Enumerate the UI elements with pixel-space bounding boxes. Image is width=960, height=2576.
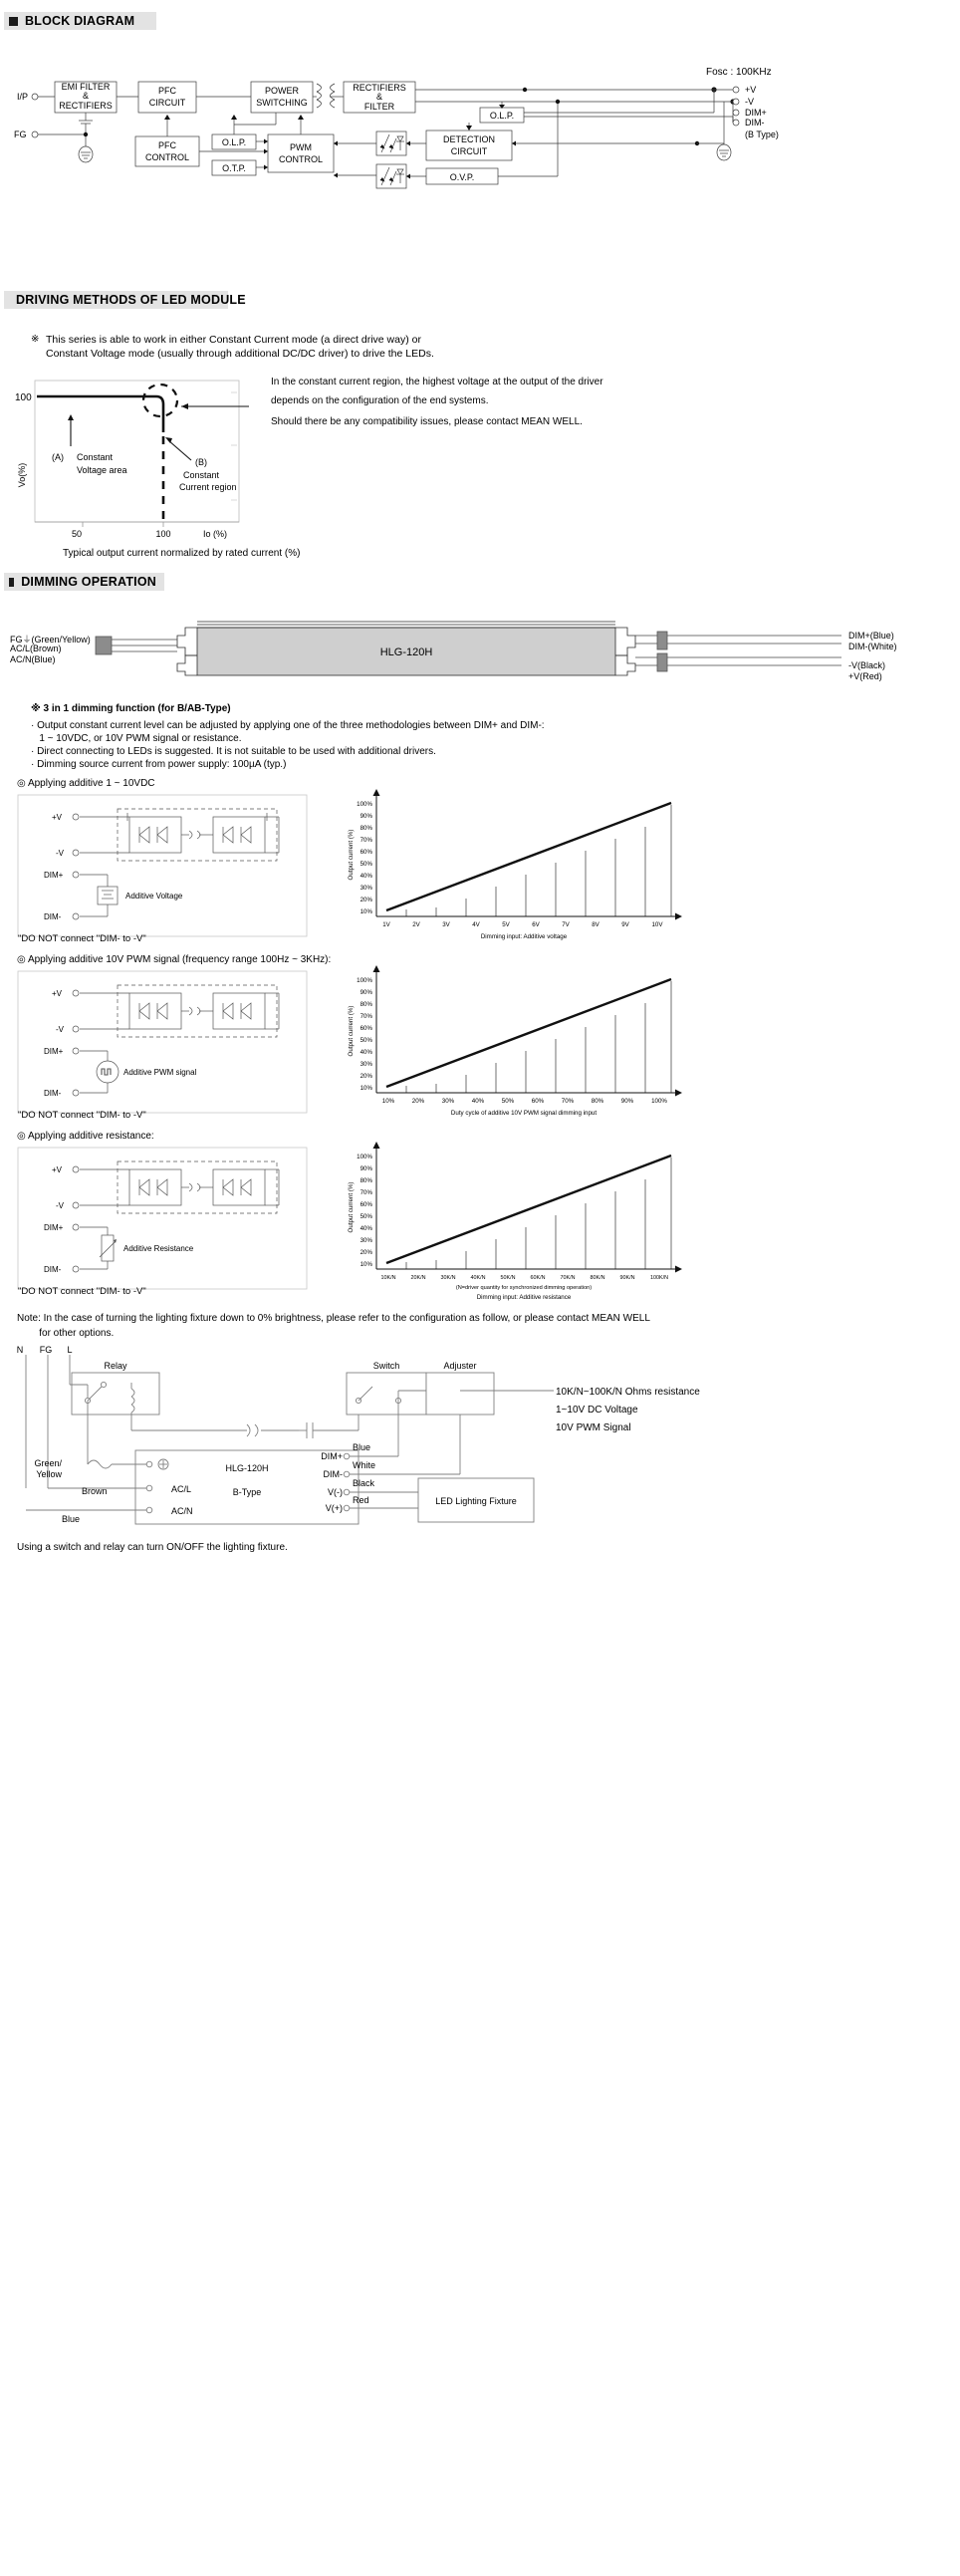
method1-source-label: Additive Voltage xyxy=(125,892,183,901)
method3-term-vminus: -V xyxy=(56,1201,64,1210)
dimming-left-wire-1: FG⏚(Green/Yellow) xyxy=(10,635,91,644)
annot-b-l3: Current region xyxy=(179,482,237,492)
chart-ylabel: Vo(%) xyxy=(17,462,27,488)
dimming-right-wire-4: +V(Red) xyxy=(848,671,882,681)
bottom-note-line-1: Note: In the case of turning the lighting fixture down to 0% brightness, please refer to the configuration as follow, or please contact MEAN WELL xyxy=(17,1313,650,1324)
svg-text:30%: 30% xyxy=(441,1098,455,1105)
svg-text:2V: 2V xyxy=(412,921,420,928)
section-header-block-diagram xyxy=(4,12,156,30)
svg-text:7V: 7V xyxy=(562,921,570,928)
relay-footer-note: Using a switch and relay can turn ON/OFF the lighting fixture. xyxy=(17,1542,288,1553)
svg-text:100K/N: 100K/N xyxy=(650,1275,668,1281)
driving-right-line-1: In the constant current region, the highest voltage at the output of the driver xyxy=(271,377,603,387)
method2-term-dimminus: DIM- xyxy=(44,1089,62,1098)
svg-text:20K/N: 20K/N xyxy=(410,1275,426,1281)
relay-switch-diagram xyxy=(0,1347,960,1531)
fosc-label: Fosc : 100KHz xyxy=(706,67,772,78)
method2-term-vplus: +V xyxy=(52,989,63,998)
svg-text:50%: 50% xyxy=(501,1098,515,1105)
method3-circuit xyxy=(18,1148,327,1292)
svg-text:90%: 90% xyxy=(360,989,372,996)
relay-pin-dimplus: DIM+ xyxy=(321,1451,343,1461)
svg-text:RECTIFIERS: RECTIFIERS xyxy=(59,101,113,111)
relay-pin-acl: AC/L xyxy=(171,1484,192,1494)
dimming-bullet-4: · Dimming source current from power supply: 100µA (typ.) xyxy=(31,759,287,770)
relay-wire-brown: Brown xyxy=(82,1486,108,1496)
svg-text:POWER: POWER xyxy=(264,86,300,96)
method3-term-dimplus: DIM+ xyxy=(44,1223,64,1232)
svg-text:3V: 3V xyxy=(442,921,450,928)
relay-wire-blue: Blue xyxy=(62,1514,81,1524)
method1-circuit xyxy=(18,795,327,939)
svg-text:70%: 70% xyxy=(360,1189,372,1196)
relay-right-note-2: 1~10V DC Voltage xyxy=(556,1405,638,1416)
output-label-dimminus: DIM- xyxy=(745,118,765,128)
svg-text:70K/N: 70K/N xyxy=(560,1275,576,1281)
output-label-vminus: -V xyxy=(745,97,754,107)
output-label-vplus: +V xyxy=(745,85,757,95)
method2-xtick-group xyxy=(382,1098,668,1105)
svg-text:10K/N: 10K/N xyxy=(380,1275,396,1281)
dimming-device-diagram xyxy=(0,606,960,700)
relay-color-white: White xyxy=(353,1460,376,1470)
dimming-bullet-1: · Output constant current level can be adjusted by applying one of the three methodologies between DIM+ and DIM-: xyxy=(31,720,545,731)
method2-ylabel: Output current (%) xyxy=(348,1005,355,1057)
svg-text:20%: 20% xyxy=(360,897,372,903)
led-fixture-label: LED Lighting Fixture xyxy=(435,1496,517,1506)
svg-text:40%: 40% xyxy=(471,1098,485,1105)
dimming-3in1-heading: ※ 3 in 1 dimming function (for B/AB-Type) xyxy=(31,703,231,714)
method3-chart xyxy=(335,1140,703,1314)
svg-text:60K/N: 60K/N xyxy=(530,1275,546,1281)
svg-text:40%: 40% xyxy=(360,1049,372,1056)
bullet-square-icon xyxy=(9,17,18,26)
io-input-label: I/P xyxy=(17,92,29,102)
svg-text:CONTROL: CONTROL xyxy=(144,152,190,162)
section-title: DRIVING METHODS OF LED MODULE xyxy=(16,292,246,307)
svg-text:100%: 100% xyxy=(357,1154,372,1160)
output-label-btype: (B Type) xyxy=(745,129,779,139)
svg-text:CIRCUIT: CIRCUIT xyxy=(148,98,186,108)
relay-right-note-3: 10V PWM Signal xyxy=(556,1422,631,1433)
svg-text:90%: 90% xyxy=(620,1098,634,1105)
svg-text:70%: 70% xyxy=(561,1098,575,1105)
relay-device-label-2: B-Type xyxy=(232,1487,262,1497)
svg-text:80%: 80% xyxy=(360,1177,372,1184)
svg-text:&: & xyxy=(375,92,383,102)
dimming-left-wire-2: AC/L(Brown) xyxy=(10,644,62,653)
svg-text:60%: 60% xyxy=(360,1025,372,1032)
driving-note-mark: ※ xyxy=(31,334,40,345)
relay-color-red: Red xyxy=(353,1495,369,1505)
bullet-square-icon xyxy=(9,578,14,587)
method1-ytick-group xyxy=(357,801,372,915)
method2-ytick-group xyxy=(357,977,372,1092)
svg-text:70%: 70% xyxy=(360,1013,372,1020)
svg-text:4V: 4V xyxy=(472,921,480,928)
svg-text:PFC: PFC xyxy=(158,140,176,150)
method2-xlabel: Duty cycle of additive 10V PWM signal dimming input xyxy=(450,1110,598,1117)
method1-term-dimplus: DIM+ xyxy=(44,871,64,880)
svg-text:PWM: PWM xyxy=(290,142,312,152)
svg-text:80%: 80% xyxy=(591,1098,604,1105)
method2-term-vminus: -V xyxy=(56,1025,64,1034)
svg-text:SWITCHING: SWITCHING xyxy=(256,98,308,108)
method3-xtick-group xyxy=(381,1275,669,1281)
relay-color-blue: Blue xyxy=(353,1442,371,1452)
svg-text:10%: 10% xyxy=(360,1085,372,1092)
svg-text:EMI FILTER: EMI FILTER xyxy=(61,82,111,92)
svg-text:40%: 40% xyxy=(360,873,372,880)
svg-text:30%: 30% xyxy=(360,1061,372,1068)
output-label-dimplus: DIM+ xyxy=(745,108,767,118)
svg-text:80K/N: 80K/N xyxy=(590,1275,605,1281)
relay-pin-vplus: V(+) xyxy=(325,1503,343,1513)
svg-text:9V: 9V xyxy=(621,921,629,928)
vo-io-chart xyxy=(0,371,279,550)
svg-text:DETECTION: DETECTION xyxy=(442,134,496,144)
relay-right-note-1: 10K/N~100K/N Ohms resistance xyxy=(556,1387,700,1398)
method3-heading: ◎ Applying additive resistance: xyxy=(17,1131,154,1142)
svg-text:6V: 6V xyxy=(532,921,540,928)
method3-source-label: Additive Resistance xyxy=(123,1244,194,1253)
svg-text:CIRCUIT: CIRCUIT xyxy=(450,146,488,156)
svg-text:&: & xyxy=(82,91,90,101)
svg-text:100%: 100% xyxy=(357,977,372,984)
method1-warning: "DO NOT connect "DIM- to -V" xyxy=(18,933,146,944)
svg-text:40%: 40% xyxy=(360,1225,372,1232)
driving-right-line-2: depends on the configuration of the end systems. xyxy=(271,395,489,406)
vo-io-chart-caption: Typical output current normalized by rated current (%) xyxy=(63,548,301,559)
svg-text:60%: 60% xyxy=(360,1201,372,1208)
annot-a-l3: Voltage area xyxy=(77,465,127,475)
relay-pin-vminus: V(-) xyxy=(328,1487,343,1497)
svg-text:10%: 10% xyxy=(360,1261,372,1268)
method3-sublabel: (N=driver quantity for synchronized dimming operation) xyxy=(455,1285,593,1291)
annot-a-tag: (A) xyxy=(52,452,64,462)
method1-ylabel: Output current (%) xyxy=(348,829,355,881)
method2-warning: "DO NOT connect "DIM- to -V" xyxy=(18,1110,146,1121)
relay-wire-green-1: Green/ xyxy=(34,1458,62,1468)
svg-text:RECTIFIERS: RECTIFIERS xyxy=(353,83,406,93)
dimming-right-wire-2: DIM-(White) xyxy=(848,642,897,651)
svg-text:60%: 60% xyxy=(360,849,372,856)
method3-term-vplus: +V xyxy=(52,1165,63,1174)
svg-text:FILTER: FILTER xyxy=(363,102,395,112)
driving-note-line-2: Constant Voltage mode (usually through additional DC/DC driver) to drive the LEDs. xyxy=(46,348,434,360)
svg-text:90K/N: 90K/N xyxy=(619,1275,635,1281)
svg-text:90%: 90% xyxy=(360,813,372,820)
svg-text:100%: 100% xyxy=(651,1098,667,1105)
svg-text:8V: 8V xyxy=(592,921,600,928)
svg-text:50K/N: 50K/N xyxy=(500,1275,516,1281)
bottom-note-line-2: for other options. xyxy=(17,1328,115,1339)
svg-text:O.V.P.: O.V.P. xyxy=(449,172,475,182)
method1-xtick-group xyxy=(382,921,663,928)
svg-text:80%: 80% xyxy=(360,1001,372,1008)
svg-text:.: . xyxy=(132,914,136,924)
driving-right-line-3: Should there be any compatibility issues, please contact MEAN WELL. xyxy=(271,416,583,427)
io-fg-label: FG xyxy=(14,129,27,139)
svg-text:O.L.P.: O.L.P. xyxy=(489,111,515,121)
chart-xtick-50: 50 xyxy=(71,529,83,539)
svg-text:80%: 80% xyxy=(360,825,372,832)
svg-text:O.L.P.: O.L.P. xyxy=(221,137,247,147)
section-title: DIMMING OPERATION xyxy=(21,574,156,589)
section-title: BLOCK DIAGRAM xyxy=(25,13,135,28)
method1-term-vminus: -V xyxy=(56,849,64,858)
svg-text:100%: 100% xyxy=(357,801,372,808)
svg-text:1V: 1V xyxy=(382,921,390,928)
svg-text:40K/N: 40K/N xyxy=(470,1275,486,1281)
method1-chart xyxy=(335,787,703,951)
svg-text:10%: 10% xyxy=(381,1098,395,1105)
section-header-dimming xyxy=(4,573,164,591)
svg-text:70%: 70% xyxy=(360,837,372,844)
relay-pin-acn: AC/N xyxy=(171,1506,193,1516)
relay-wire-green-2: Yellow xyxy=(36,1469,62,1479)
annot-b-l2: Constant xyxy=(183,470,220,480)
method2-term-dimplus: DIM+ xyxy=(44,1047,64,1056)
svg-text:20%: 20% xyxy=(360,1073,372,1080)
dimming-right-wire-3: -V(Black) xyxy=(848,660,886,670)
adjuster-box-label: Adjuster xyxy=(443,1361,477,1371)
block-diagram-canvas xyxy=(0,75,960,199)
svg-text:20%: 20% xyxy=(360,1249,372,1256)
svg-text:20%: 20% xyxy=(411,1098,425,1105)
method2-chart xyxy=(335,963,703,1128)
method1-term-dimminus: DIM- xyxy=(44,912,62,921)
svg-text:10%: 10% xyxy=(360,908,372,915)
method2-source-label: Additive PWM signal xyxy=(123,1068,197,1077)
svg-text:10V: 10V xyxy=(651,921,663,928)
relay-box-label: Relay xyxy=(104,1361,127,1371)
dimming-bullet-2: 1 ~ 10VDC, or 10V PWM signal or resistance. xyxy=(31,733,242,744)
method2-circuit xyxy=(18,971,327,1116)
dimming-bullet-3: · Direct connecting to LEDs is suggested. It is not suitable to be used with additional drivers. xyxy=(31,746,436,757)
chart-xlabel: Io (%) xyxy=(203,529,228,539)
method3-warning: "DO NOT connect "DIM- to -V" xyxy=(18,1286,146,1297)
svg-text:5V: 5V xyxy=(502,921,510,928)
svg-text:50%: 50% xyxy=(360,1213,372,1220)
svg-text:50%: 50% xyxy=(360,1037,372,1044)
method1-term-vplus: +V xyxy=(52,813,63,822)
chart-xtick-100: 100 xyxy=(155,529,171,539)
svg-text:90%: 90% xyxy=(360,1165,372,1172)
method3-ylabel: Output current (%) xyxy=(348,1181,355,1233)
relay-pin-dimminus: DIM- xyxy=(323,1469,343,1479)
annot-b-tag: (B) xyxy=(195,457,207,467)
relay-terminal-l: L xyxy=(67,1345,73,1355)
dimming-right-wire-1: DIM+(Blue) xyxy=(848,631,894,641)
chart-ytick-100: 100 xyxy=(15,392,32,403)
svg-text:PFC: PFC xyxy=(158,86,176,96)
method1-xlabel: Dimming input: Additive voltage xyxy=(480,933,568,940)
svg-text:CONTROL: CONTROL xyxy=(278,154,324,164)
method3-term-dimminus: DIM- xyxy=(44,1265,62,1274)
relay-terminal-n: N xyxy=(16,1345,24,1355)
section-header-driving-methods xyxy=(4,291,246,309)
method1-heading: ◎ Applying additive 1 ~ 10VDC xyxy=(17,778,155,789)
relay-color-black: Black xyxy=(353,1478,375,1488)
dimming-left-wire-3: AC/N(Blue) xyxy=(10,654,56,664)
method2-heading: ◎ Applying additive 10V PWM signal (frequency range 100Hz ~ 3KHz): xyxy=(17,954,332,965)
driving-note-line-1: This series is able to work in either Constant Current mode (a direct drive way) or xyxy=(46,334,421,346)
switch-box-label: Switch xyxy=(372,1361,400,1371)
method3-ytick-group xyxy=(357,1154,372,1268)
svg-text:30%: 30% xyxy=(360,885,372,892)
annot-a-l2: Constant xyxy=(77,452,114,462)
relay-terminal-fg: FG xyxy=(39,1345,53,1355)
relay-device-label-1: HLG-120H xyxy=(225,1463,269,1473)
svg-text:O.T.P.: O.T.P. xyxy=(222,163,246,173)
svg-text:30%: 30% xyxy=(360,1237,372,1244)
svg-text:30K/N: 30K/N xyxy=(440,1275,456,1281)
device-label: HLG-120H xyxy=(379,646,433,658)
method3-xlabel: Dimming input: Additive resistance xyxy=(476,1294,572,1301)
svg-text:60%: 60% xyxy=(531,1098,545,1105)
svg-text:50%: 50% xyxy=(360,861,372,868)
